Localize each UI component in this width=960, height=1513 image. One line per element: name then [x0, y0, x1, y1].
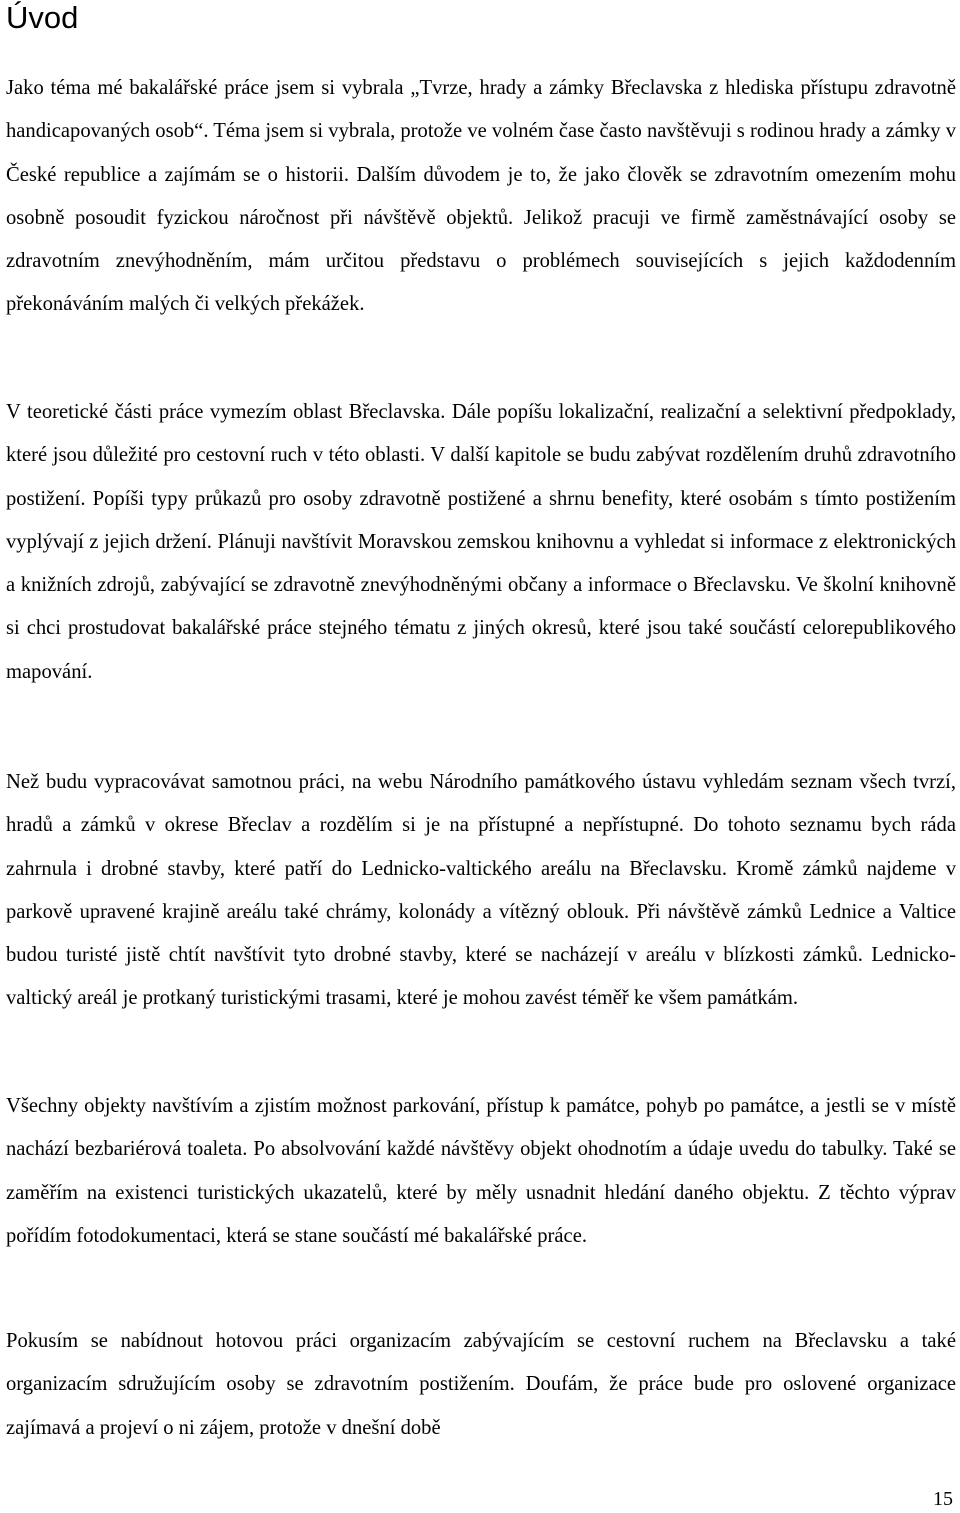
paragraph-outcome: Pokusím se nabídnout hotovou práci organizacím zabývajícím se cestovní ruchem na Břeclavsku a také organizacím sdružujícím osoby se zdravotním postižením. Doufám, že práce bude pro oslovené organizace zajímavá a projeví o ni zájem, protože v dnešní době: [6, 1330, 956, 1439]
section-heading: Úvod: [6, 0, 79, 35]
page-number: 15: [933, 1488, 953, 1510]
paragraph-topic-choice: Jako téma mé bakalářské práce jsem si vybrala „Tvrze, hrady a zámky Břeclavska z hlediska přístupu zdravotně handicapovaných osob“. Téma jsem si vybrala, protože ve volném čase často navštěvuji s rodinou hrady a zámky v České republice a zajímám se o historii. Dalším důvodem je to, že jako člověk se zdravotním omezením mohu osobně posoudit fyzickou náročnost při návštěvě objektů. Jelikož pracuji ve firmě zaměstnávající osoby se zdravotním znevýhodněním, mám určitou představu o problémech souvisejících s jejich každodenním překonáváním malých či velkých překážek.: [6, 77, 956, 316]
document-page: [6, 0, 956, 1513]
paragraph-field-visits: Všechny objekty navštívím a zjistím možnost parkování, přístup k památce, pohyb po památce, a jestli se v místě nachází bezbariérová toaleta. Po absolvování každé návštěvy objekt ohodnotím a údaje uvedu do tabulky. Také se zaměřím na existenci turistických ukazatelů, které by měly usnadnit hledání daného objektu. Z těchto výprav pořídím fotodokumentaci, která se stane součástí mé bakalářské práce.: [6, 1095, 956, 1247]
paragraph-theory-plan: V teoretické části práce vymezím oblast Břeclavska. Dále popíšu lokalizační, realizační a selektivní předpoklady, které jsou důležité pro cestovní ruch v této oblasti. V další kapitole se budu zabývat rozdělením druhů zdravotního postižení. Popíši typy průkazů pro osoby zdravotně postižené a shrnu benefity, které osobám s tímto postižením vyplývají z jejich držení. Plánuji navštívit Moravskou zemskou knihovnu a vyhledat si informace z elektronických a knižních zdrojů, zabývající se zdravotně znevýhodněnými občany a informace o Břeclavsku. Ve školní knihovně si chci prostudovat bakalářské práce stejného tématu z jiných okresů, které jsou také součástí celorepublikového mapování.: [6, 401, 956, 683]
paragraph-object-list: Než budu vypracovávat samotnou práci, na webu Národního památkového ústavu vyhledám seznam všech tvrzí, hradů a zámků v okrese Břeclav a rozdělím si je na přístupné a nepřístupné. Do tohoto seznamu bych ráda zahrnula i drobné stavby, které patří do Lednicko-valtického areálu na Břeclavsku. Kromě zámků najdeme v parkově upravené krajině areálu také chrámy, kolonády a vítězný oblouk. Při návštěvě zámků Lednice a Valtice budou turisté jistě chtít navštívit tyto drobné stavby, které se nacházejí v areálu v blízkosti zámků. Lednicko-valtický areál je protkaný turistickými trasami, které je mohou zavést téměř ke všem památkám.: [6, 771, 956, 1010]
